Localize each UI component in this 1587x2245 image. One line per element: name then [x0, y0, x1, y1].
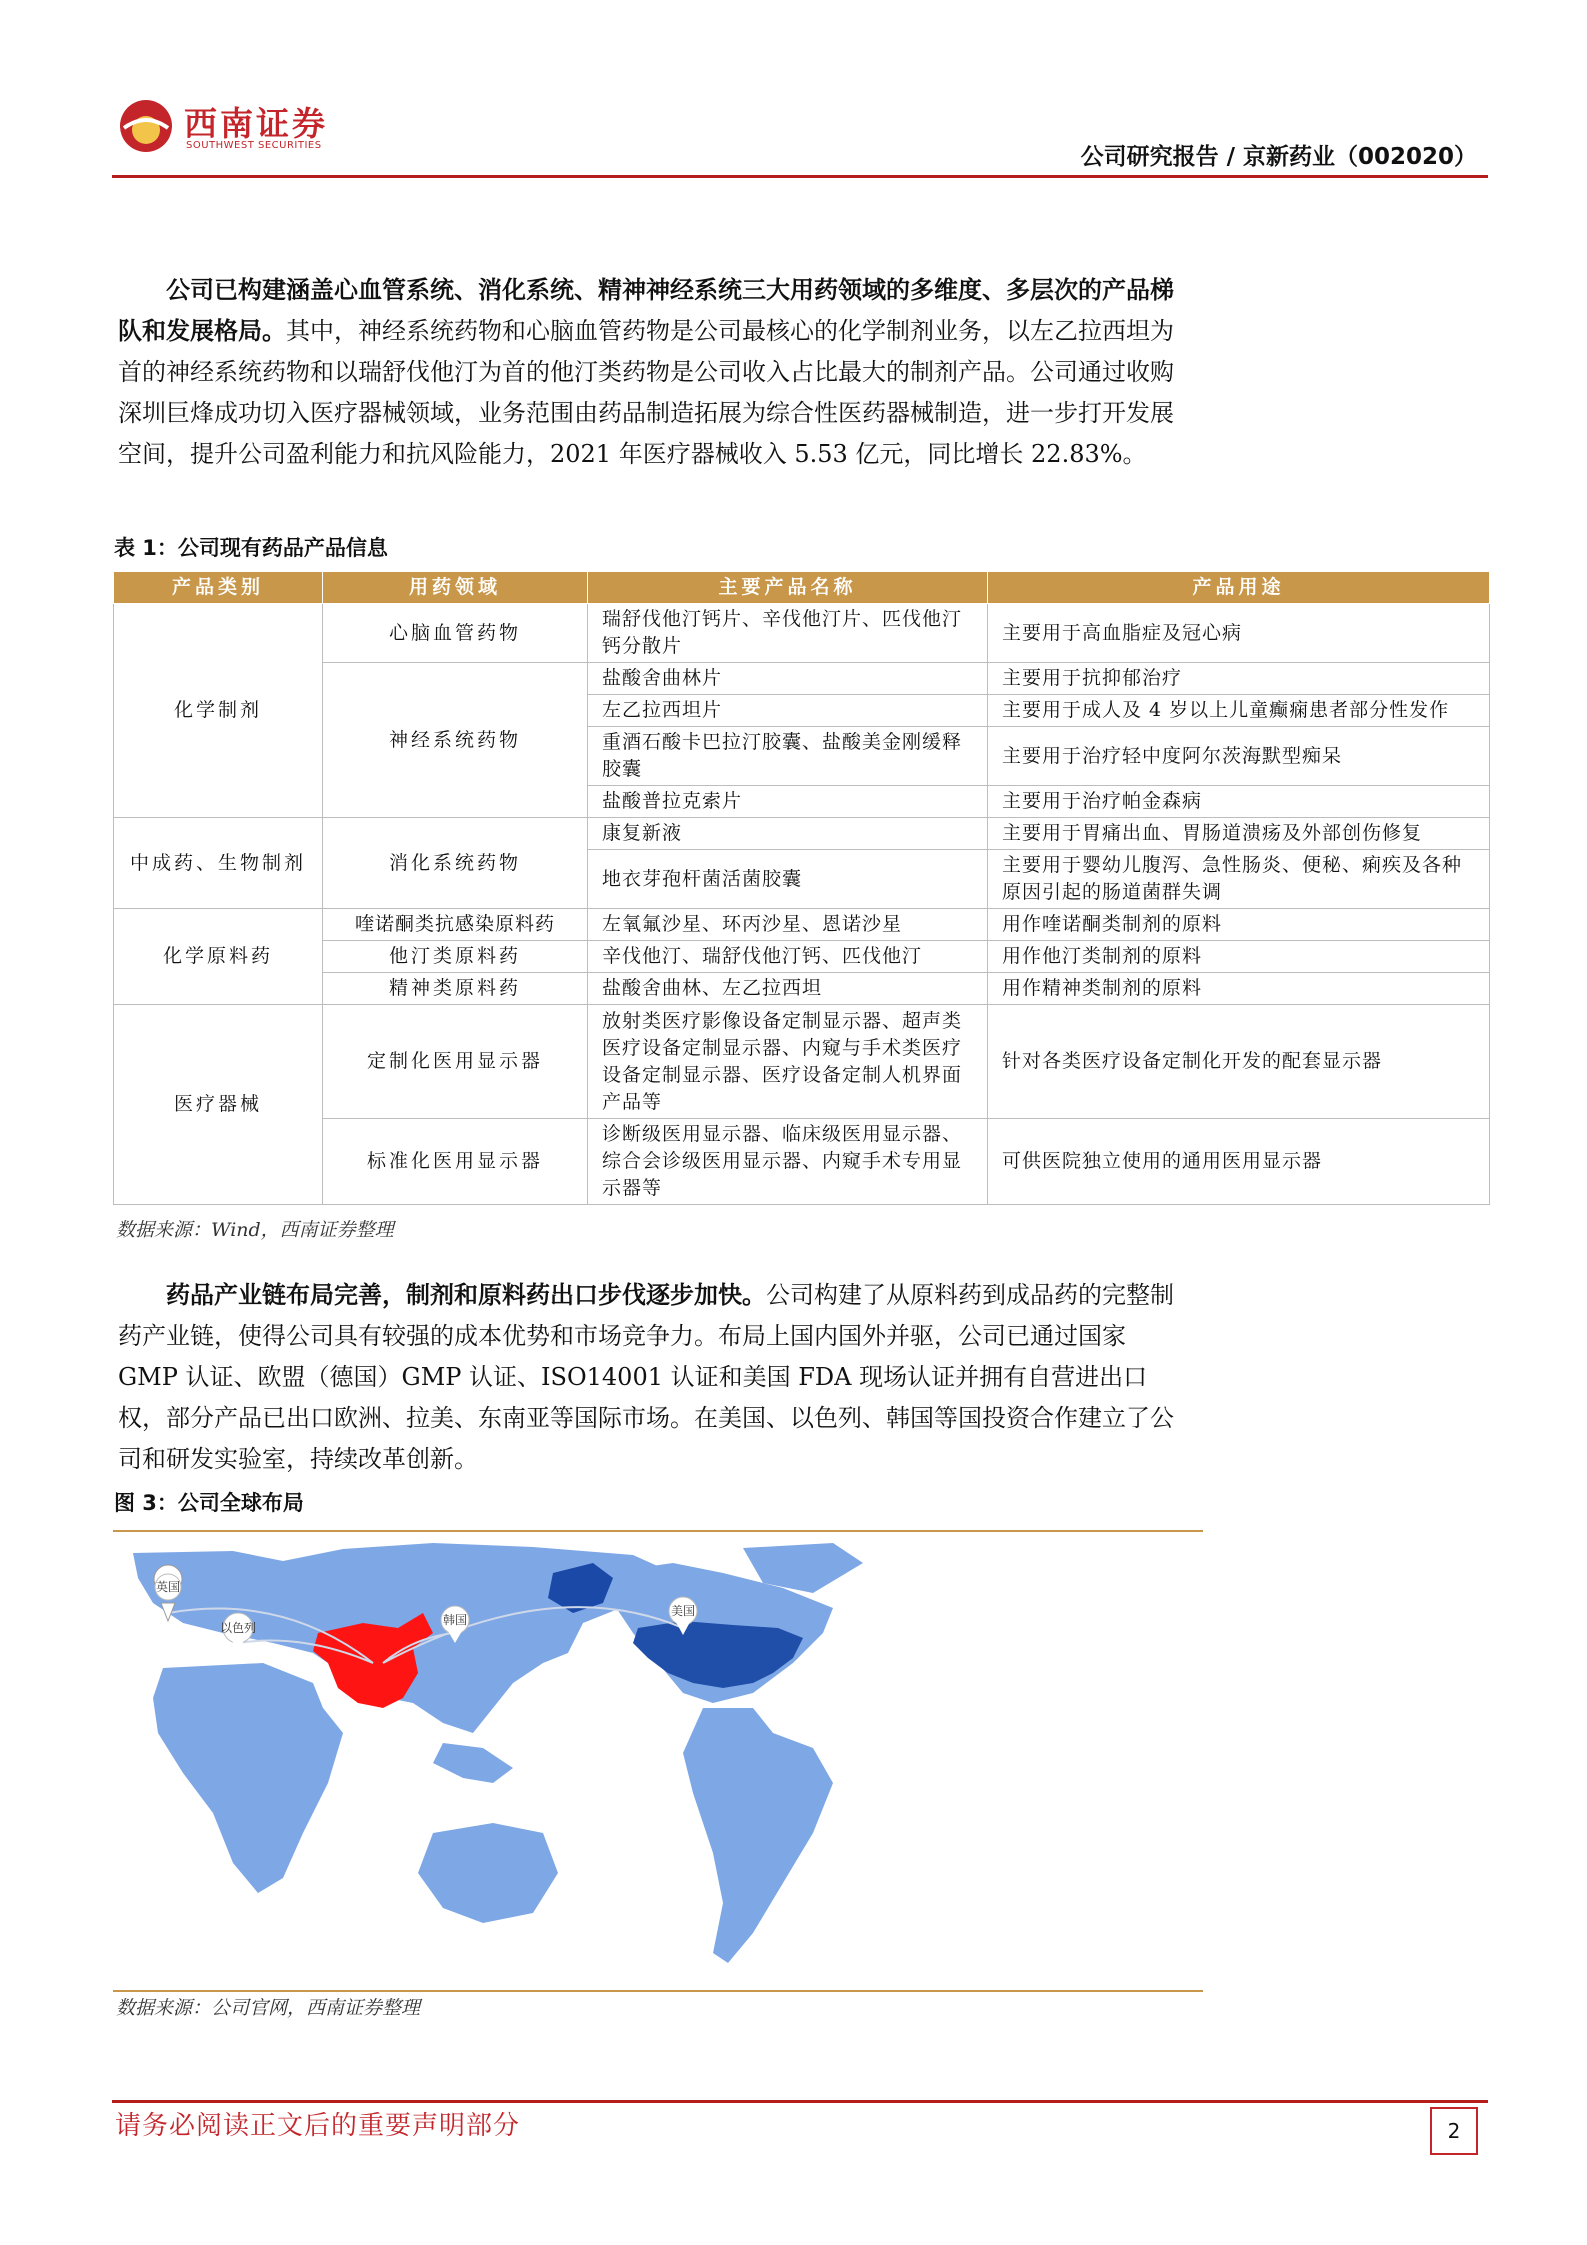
footer-divider	[112, 2100, 1488, 2103]
pin-label-israel: 以色列	[219, 1621, 257, 1635]
cell-category: 化学制剂	[114, 604, 323, 818]
cell-product: 左氧氟沙星、环丙沙星、恩诺沙星	[588, 909, 988, 941]
intro-paragraph-body: 其中，神经系统药物和心脑血管药物是公司最核心的化学制剂业务，以左乙拉西坦为首的神经系统药物和以瑞舒伐他汀为首的他汀类药物是公司收入占比最大的制剂产品。公司通过收购深圳巨烽成功切入医疗器械领域，业务范围由药品制造拓展为综合性医药器械制造，进一步打开发展空间，提升公司盈利能力和抗风险能力，2021 年医疗器械收入 5.53 亿元，同比增长 22.83%。	[118, 317, 1174, 468]
cell-category: 中成药、生物制剂	[114, 818, 323, 909]
cell-field: 定制化医用显示器	[323, 1005, 588, 1119]
col-header-category: 产品类别	[114, 572, 323, 604]
supply-chain-paragraph-lead: 药品产业链布局完善，制剂和原料药出口步伐逐步加快。	[166, 1281, 766, 1309]
figure-top-rule	[113, 1530, 1203, 1532]
product-info-table	[113, 571, 1490, 1205]
cell-usage: 主要用于胃痛出血、胃肠道溃疡及外部创伤修复	[988, 818, 1490, 850]
cell-product: 左乙拉西坦片	[588, 695, 988, 727]
intro-paragraph-lead: 公司已构建涵盖心血管系统、消化系统、精神神经系统三大用药领域的多维度、多层次的产品梯队和发展格局。	[118, 276, 1174, 345]
col-header-field: 用药领域	[323, 572, 588, 604]
cell-category: 化学原料药	[114, 909, 323, 1005]
cell-field: 消化系统药物	[323, 818, 588, 909]
logo-mark-icon	[118, 98, 174, 154]
report-title: 公司研究报告 / 京新药业（002020）	[1080, 144, 1477, 170]
cell-product: 康复新液	[588, 818, 988, 850]
pin-label-uk: 英国	[155, 1580, 181, 1594]
table-row	[114, 818, 1490, 850]
cell-product: 重酒石酸卡巴拉汀胶囊、盐酸美金刚缓释胶囊	[588, 727, 988, 786]
header-divider	[112, 175, 1488, 178]
figure-source-note: 数据来源：公司官网，西南证券整理	[116, 1997, 421, 2019]
supply-chain-paragraph-body: 公司构建了从原料药到成品药的完整制药产业链，使得公司具有较强的成本优势和市场竞争力。布局上国内国外并驱，公司已通过国家 GMP 认证、欧盟（德国）GMP 认证、ISO14001 认证和美国 FDA 现场认证并拥有自营进出口权，部分产品已出口欧洲、拉美、东南亚等国际市场。在美国、以色列、韩国等国投资合作建立了公司和研发实验室，持续改革创新。	[118, 1281, 1174, 1473]
cell-field: 精神类原料药	[323, 973, 588, 1005]
figure-caption: 图 3：公司全球布局	[114, 1491, 304, 1515]
cell-usage: 用作精神类制剂的原料	[988, 973, 1490, 1005]
cell-field: 喹诺酮类抗感染原料药	[323, 909, 588, 941]
cell-usage: 主要用于高血脂症及冠心病	[988, 604, 1490, 663]
cell-field: 标准化医用显示器	[323, 1119, 588, 1205]
cell-product: 辛伐他汀、瑞舒伐他汀钙、匹伐他汀	[588, 941, 988, 973]
cell-usage: 针对各类医疗设备定制化开发的配套显示器	[988, 1005, 1490, 1119]
cell-product: 地衣芽孢杆菌活菌胶囊	[588, 850, 988, 909]
cell-usage: 主要用于抗抑郁治疗	[988, 663, 1490, 695]
cell-usage: 用作喹诺酮类制剂的原料	[988, 909, 1490, 941]
cell-field: 神经系统药物	[323, 663, 588, 818]
cell-usage: 主要用于治疗帕金森病	[988, 786, 1490, 818]
supply-chain-paragraph	[118, 1275, 1190, 1480]
col-header-product: 主要产品名称	[588, 572, 988, 604]
table-header-row	[114, 572, 1490, 604]
company-logo	[118, 92, 328, 162]
intro-paragraph	[118, 270, 1190, 475]
cell-usage: 主要用于成人及 4 岁以上儿童癫痫患者部分性发作	[988, 695, 1490, 727]
cell-usage: 可供医院独立使用的通用医用显示器	[988, 1119, 1490, 1205]
table-row	[114, 604, 1490, 663]
pin-label-korea: 韩国	[442, 1613, 468, 1627]
page-number: 2	[1430, 2107, 1478, 2155]
cell-field: 他汀类原料药	[323, 941, 588, 973]
cell-product: 瑞舒伐他汀钙片、辛伐他汀片、匹伐他汀钙分散片	[588, 604, 988, 663]
cell-product: 盐酸舍曲林片	[588, 663, 988, 695]
cell-product: 诊断级医用显示器、临床级医用显示器、综合会诊级医用显示器、内窥手术专用显示器等	[588, 1119, 988, 1205]
table-source-note: 数据来源：Wind，西南证券整理	[116, 1219, 394, 1241]
cell-product: 盐酸舍曲林、左乙拉西坦	[588, 973, 988, 1005]
col-header-usage: 产品用途	[988, 572, 1490, 604]
table-caption: 表 1：公司现有药品产品信息	[114, 536, 388, 560]
cell-category: 医疗器械	[114, 1005, 323, 1205]
global-layout-map	[113, 1533, 1203, 1988]
figure-bottom-rule	[113, 1990, 1203, 1992]
cell-usage: 用作他汀类制剂的原料	[988, 941, 1490, 973]
pin-label-usa: 美国	[670, 1604, 696, 1618]
table-row	[114, 1005, 1490, 1119]
cell-product: 放射类医疗影像设备定制显示器、超声类医疗设备定制显示器、内窥与手术类医疗设备定制显示器、医疗设备定制人机界面产品等	[588, 1005, 988, 1119]
cell-usage: 主要用于婴幼儿腹泻、急性肠炎、便秘、痢疾及各种原因引起的肠道菌群失调	[988, 850, 1490, 909]
logo-text-en: SOUTHWEST SECURITIES	[186, 140, 322, 151]
table-row	[114, 909, 1490, 941]
logo-text-cn: 西南证券	[184, 104, 328, 143]
cell-field: 心脑血管药物	[323, 604, 588, 663]
cell-product: 盐酸普拉克索片	[588, 786, 988, 818]
disclaimer-note: 请务必阅读正文后的重要声明部分	[115, 2111, 521, 2141]
cell-usage: 主要用于治疗轻中度阿尔茨海默型痴呆	[988, 727, 1490, 786]
